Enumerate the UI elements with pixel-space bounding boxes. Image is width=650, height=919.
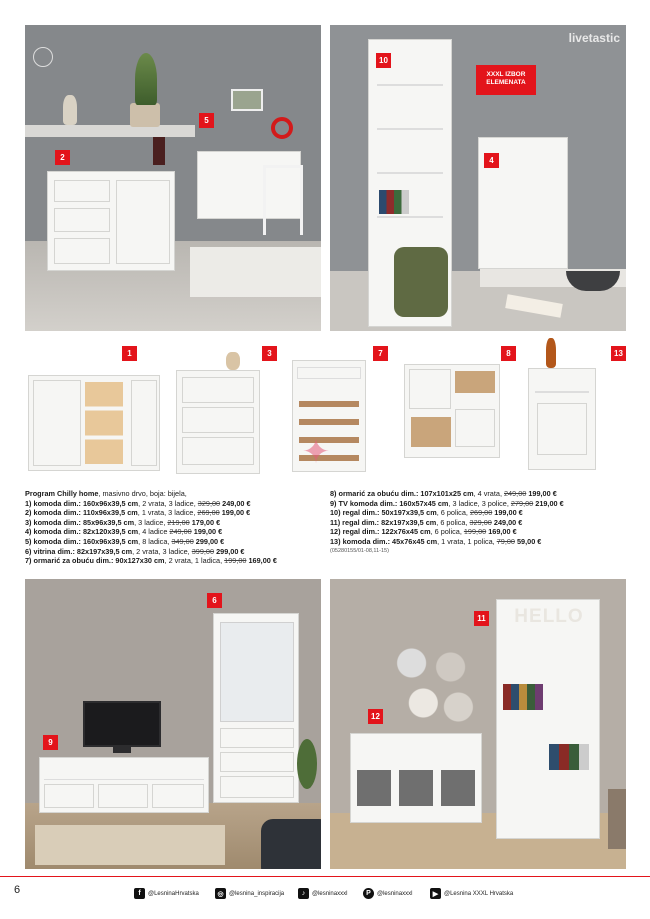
books bbox=[549, 744, 589, 770]
picture-frame bbox=[231, 89, 263, 111]
promo-label: XXXL IZBOR ELEMENATA bbox=[476, 65, 536, 95]
shelf-sign: HELLO bbox=[514, 606, 584, 627]
spec-row: 11) regal dim.: 82x197x39,5 cm, 6 polica, 329,00 249,00 € bbox=[330, 517, 523, 527]
spec-row: 10) regal dim.: 50x197x39,5 cm, 6 polica, 269,00 199,00 € bbox=[330, 508, 523, 518]
product-badge-1: 1 bbox=[122, 346, 137, 361]
spec-row: 12) regal dim.: 122x76x45 cm, 6 polica, 199,00 169,00 € bbox=[330, 527, 517, 537]
youtube-icon: ▶ bbox=[430, 888, 441, 899]
social-pinterest[interactable] bbox=[363, 888, 412, 899]
product-8-shoe-cabinet bbox=[404, 364, 500, 458]
green-throw bbox=[394, 247, 448, 317]
page-number: 6 bbox=[14, 884, 21, 896]
spec-row: Program Chilly home, masivno drvo, boja: bijela, bbox=[25, 489, 187, 498]
product-13-nightstand bbox=[528, 368, 596, 470]
product-1-sideboard bbox=[28, 375, 160, 471]
armchair bbox=[608, 789, 626, 849]
social-label: @lesninaxxxl bbox=[377, 890, 413, 897]
social-facebook[interactable] bbox=[134, 888, 199, 899]
photo-shelf-room bbox=[330, 579, 626, 869]
wall-plates bbox=[396, 647, 474, 727]
social-youtube[interactable] bbox=[430, 888, 513, 899]
footer-rule bbox=[0, 876, 650, 877]
facebook-icon: f bbox=[134, 888, 145, 899]
wine-bottles bbox=[153, 137, 165, 165]
spec-row: 13) komoda dim.: 45x76x45 cm, 1 vrata, 1 polica, 79,00 59,00 € bbox=[330, 536, 542, 546]
photo-badge-5: 5 bbox=[199, 113, 214, 128]
social-label: @lesninaxxxl bbox=[312, 890, 348, 897]
watermark-logo: ✦ bbox=[301, 433, 331, 471]
product-3-dresser bbox=[176, 370, 260, 474]
shoes bbox=[411, 417, 451, 447]
photo-badge-4: 4 bbox=[484, 153, 499, 168]
tv-cabinet-9 bbox=[39, 757, 209, 813]
social-label: @Lesnina XXXL Hrvatska bbox=[444, 890, 514, 897]
tiktok-icon: ♪ bbox=[298, 888, 309, 899]
product-badge-7: 7 bbox=[373, 346, 388, 361]
spec-row: 1) komoda dim.: 160x96x39,5 cm, 2 vrata, 3 ladice, 329,00 249,00 € bbox=[25, 498, 251, 508]
photo-badge-2: 2 bbox=[55, 150, 70, 165]
tall-bookcase-11 bbox=[496, 599, 600, 839]
vase-lamp bbox=[63, 95, 77, 125]
product-13-vase bbox=[546, 338, 556, 368]
spec-code: (05280155/01-08,11-15) bbox=[330, 547, 389, 554]
brand-tag: livetastic bbox=[568, 31, 620, 45]
shelf-wall bbox=[25, 125, 195, 137]
brand-logo-icon bbox=[33, 47, 53, 67]
photo-badge-11: 11 bbox=[474, 611, 489, 626]
product-3-decor-vase bbox=[226, 352, 240, 370]
sofa bbox=[261, 819, 321, 869]
social-label: @LesninaHrvatska bbox=[148, 890, 199, 897]
tv-stand bbox=[113, 747, 131, 753]
vitrine-6 bbox=[213, 613, 299, 803]
tv bbox=[83, 701, 161, 747]
sideboard-2 bbox=[47, 171, 175, 271]
social-instagram[interactable] bbox=[215, 888, 284, 899]
spec-list-right bbox=[330, 489, 630, 556]
open-drawers bbox=[85, 382, 123, 464]
photo-tv-room bbox=[25, 579, 321, 869]
photo-badge-10: 10 bbox=[376, 53, 391, 68]
spec-row: 8) ormarić za obuću dim.: 107x101x25 cm, 4 vrata, 249,00 199,00 € bbox=[330, 489, 557, 498]
product-badge-13: 13 bbox=[611, 346, 626, 361]
photo-badge-9: 9 bbox=[43, 735, 58, 750]
social-tiktok[interactable] bbox=[298, 888, 347, 899]
rug bbox=[190, 247, 321, 297]
spec-list-left bbox=[25, 489, 325, 566]
plant bbox=[297, 739, 317, 789]
red-sculpture bbox=[271, 117, 293, 139]
spec-row: 2) komoda dim.: 110x96x39,5 cm, 1 vrata, 3 ladice, 269,00 199,00 € bbox=[25, 508, 251, 518]
photo-badge-6: 6 bbox=[207, 593, 222, 608]
photo-badge-12: 12 bbox=[368, 709, 383, 724]
spec-row: 9) TV komoda dim.: 160x57x45 cm, 3 ladice, 3 police, 279,00 219,00 € bbox=[330, 498, 564, 508]
storage-boxes bbox=[357, 770, 477, 806]
instagram-icon: ◎ bbox=[215, 888, 226, 899]
spec-row: 5) komoda dim.: 160x96x39,5 cm, 8 ladica, 349,00 299,00 € bbox=[25, 536, 225, 546]
photo-bookcase-room bbox=[330, 25, 626, 331]
books bbox=[379, 190, 409, 214]
dining-chair bbox=[263, 165, 303, 235]
books bbox=[503, 684, 543, 710]
social-label: @lesnina_inspiracija bbox=[229, 890, 285, 897]
product-badge-3: 3 bbox=[262, 346, 277, 361]
photo-dining-room bbox=[25, 25, 321, 331]
shoes bbox=[455, 371, 495, 393]
glass-doors bbox=[220, 622, 294, 722]
pinterest-icon: P bbox=[363, 888, 374, 899]
plant-pot bbox=[130, 103, 160, 127]
plant bbox=[135, 53, 157, 105]
product-badge-8: 8 bbox=[501, 346, 516, 361]
spec-row: 4) komoda dim.: 82x120x39,5 cm, 4 ladice 249,00 199,00 € bbox=[25, 527, 223, 537]
low-shelf-12 bbox=[350, 733, 482, 823]
rug bbox=[35, 825, 225, 865]
spec-row: 6) vitrina dim.: 82x197x39,5 cm, 2 vrata, 3 ladice, 399,00 299,00 € bbox=[25, 546, 245, 556]
spec-row: 7) ormarić za obuću dim.: 90x127x30 cm, 2 vrata, 1 ladica, 199,00 169,00 € bbox=[25, 556, 277, 566]
spec-row: 3) komoda dim.: 85x96x39,5 cm, 3 ladice, 219,00 179,00 € bbox=[25, 517, 221, 527]
